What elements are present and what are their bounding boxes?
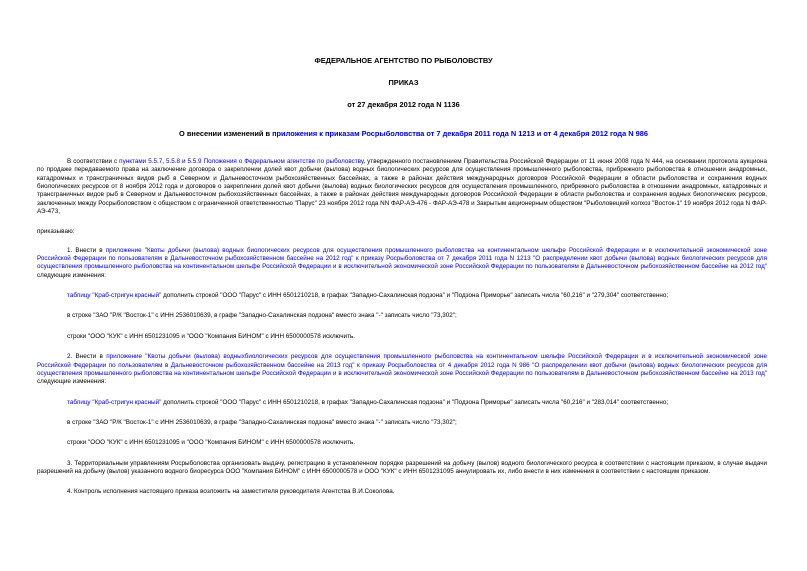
item-2-appendix-link[interactable]: приложение "Квоты добычи (вылова) водныхбиологических ресурсов для осуществления промышленного рыболовства на континентальном шельфе Российской Федерации и в исключительной экономической зоне Российской Федерации по пользователям в Дальневосточном рыбохозяйственном бассейне на 2013 год" к приказу Росрыболовства от 4 декабря 2012 года N 986 "О распределении квот добычи (вылова) водных биологических ресурсов для осуществления промышленного рыболовства на континентальном шельфе Российской Федерации и в исключительной экономической зоне Российской Федерации по пользователям в Дальневосточном рыбохозяйственном бассейне на 2013 год" [37, 353, 768, 377]
item-1-table-line [37, 292, 767, 300]
agency-title: ФЕДЕРАЛЬНОЕ АГЕНТСТВО ПО РЫБОЛОВСТВУ [314, 56, 493, 65]
document-type: ПРИКАЗ [388, 78, 419, 87]
item-1-text: следующие изменения: [37, 271, 107, 279]
item-1-table-link[interactable]: таблицу "Краб-стригун красный" [67, 292, 162, 300]
order-word: приказываю: [37, 228, 75, 236]
document-body [37, 158, 767, 497]
item-2-table-link[interactable]: таблицу "Краб-стригун красный" [67, 398, 162, 406]
item-4-paragraph: 4. Контроль исполнения настоящего приказа возложить на заместителя руководителя Агентства В.И.Соколова. [67, 488, 395, 496]
item-1-row-line: в строке "ЗАО "Р/К "Восток-1" с ИНН 2536010639, в графе "Западно-Сахалинская подзона" вместо знака "-" записать число "73,302"; [67, 312, 457, 320]
item-1-number: 1. Внести в [67, 246, 106, 254]
item-2-paragraph [37, 353, 767, 386]
item-2-table-line [37, 399, 767, 407]
item-2-number: 2. Внести в [67, 353, 107, 361]
document-title [20, 129, 807, 138]
item-1-paragraph [37, 247, 767, 280]
item-2-table-text: дополнить строкой "ООО "Парус" с ИНН 6501210218, в графах "Западно-Сахалинская подзона" и "Подзона Приморье" записать числа "60,216" и "283,014" соответственно; [161, 398, 669, 406]
document-date-number: от 27 декабря 2012 года N 1136 [347, 100, 460, 109]
item-1-appendix-link[interactable]: приложение "Квоты добычи (вылова) водных биологических ресурсов для осуществления промышленного рыболовства на континентальном шельфе Российской Федерации и в исключительной экономической зоне Российской Федерации по пользователям в Дальневосточном рыбохозяйственном бассейне на 2012 год" к приказу Росрыболовства от 7 декабря 2011 года N 1213 "О распределении квот добычи (вылова) водных биологических ресурсов для осуществления промышленного рыболовства на континентальном шельфе Российской Федерации и в исключительной экономической зоне Российской Федерации по пользователям в Дальневосточном рыбохозяйственном бассейне на 2012 год" [37, 246, 767, 271]
item-2-row-line: в строке "ЗАО "Р/К "Восток-1" с ИНН 2536010639, в графе "Западно-Сахалинская подзона" вместо знака "-" записать число "73,302"; [67, 418, 457, 426]
title-link[interactable]: приложения к приказам Росрыболовства от 7 декабря 2011 года N 1213 и от 4 декабря 2012 года N 986 [272, 129, 648, 138]
preamble-text: , утвержденного постановлением Правительства Российской Федерации от 11 июня 2008 года N 444, на основании протокола аукциона по продаже передаваемого права на заключение договора о закреплении долей квот добычи (вылова) водных биологических ресурсов для осуществления промышленного рыболовства, прибрежного рыболовства в отношении анадромных, катадромных и трансграничных видов рыб в Северном и Дальневосточном рыбохозяйственных бассейнах, а также в районах действия международных договоров Российской Федерации в области рыболовства и сохранения водных биологических ресурсов от 8 ноября 2012 года и договоров о закреплении долей квот добычи (вылова) водных биологических ресурсов для осуществления промышленного, прибрежного рыболовства в отношении анадромных, катадромных и трансграничных видов рыб в Северном и Дальневосточном рыбохозяйственных бассейнах, а также в районах действия международных договоров Российской Федерации в области рыболовства и сохранения водных биологических ресурсов, заключенных между Росрыболовством с обществом с ограниченной ответственностью "Парус" 23 ноября 2012 года NN ФАР-АЭ-476 - ФАР-АЭ-478 и Закрытым акционерным обществом "Рыболовецкий колхоз "Восток-1" 19 ноября 2012 года N ФАР-АЭ-473, [37, 158, 767, 216]
item-1-delete-line: строки "ООО "КУК" с ИНН 6501231095 и "ООО "Компания БИНОМ" с ИНН 6500000578 исключить. [67, 332, 355, 340]
item-1-table-text: дополнить строкой "ООО "Парус" с ИНН 6501210218, в графах "Западно-Сахалинская подзона" и "Подзона Приморье" записать числа "60,216" и "279,304" соответственно; [161, 292, 669, 300]
item-3-paragraph: 3. Территориальным управлениям Росрыболовства организовать выдачу, регистрацию в установленном порядке разрешений на добычу (вылов) водного биологического ресурса в соответствии с настоящим приказом, в случае выдачи разрешений на добычу (вылов) указанного водного биоресурса ООО "Компания БИНОМ" с ИНН 6500000578 и ООО "КУК" с ИНН 6501231095 аннулировать их, либо внести в них изменения в соответствии с настоящим приказом. [37, 459, 767, 475]
item-2-delete-line: строки "ООО "КУК" с ИНН 6501231095 и "ООО "Компания БИНОМ" с ИНН 6500000578 исключить. [67, 439, 355, 447]
item-2-text: следующие изменения: [37, 378, 107, 386]
regulation-link[interactable]: пунктами 5.5.7, 5.5.8 и 5.5.9 Положения о Федеральном агентстве по рыболовству [119, 158, 364, 165]
preamble-text: В соответствии с [67, 158, 120, 165]
title-text: О внесении изменений в [179, 129, 273, 138]
preamble-paragraph [37, 158, 767, 216]
